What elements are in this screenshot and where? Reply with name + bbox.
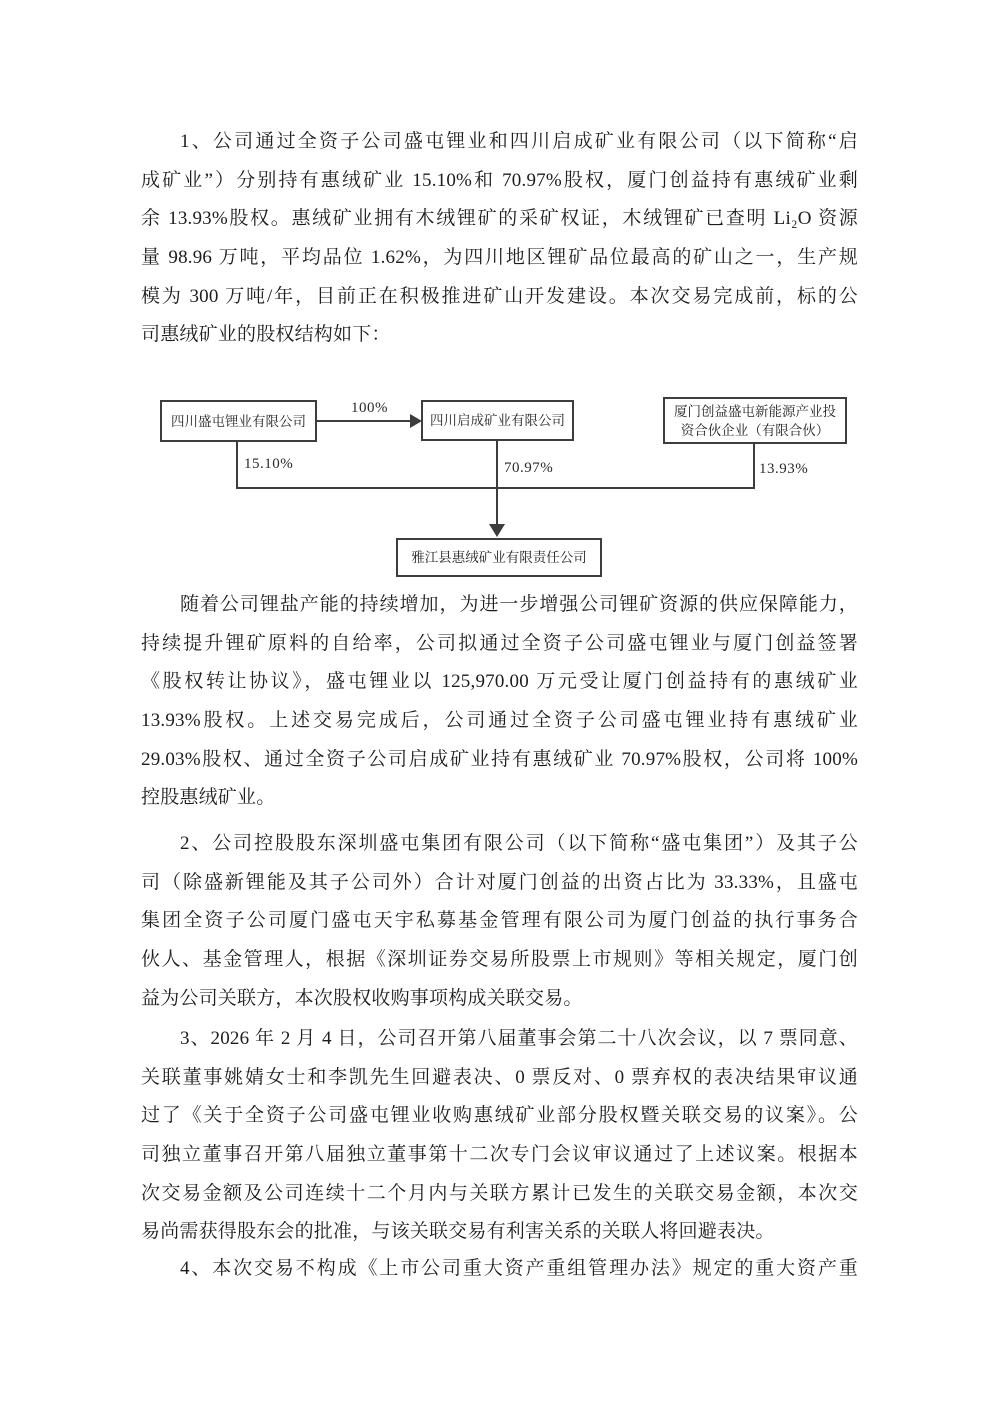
text-line: 成矿业”）分别持有惠绒矿业 15.10%和 70.97%股权，厦门创益持有惠绒矿业剩 bbox=[141, 169, 858, 191]
org-box-yajiang-huirong: 雅江县惠绒矿业有限责任公司 bbox=[396, 538, 602, 577]
org-box-xiamen-chuangyi bbox=[663, 397, 847, 444]
percentage-label-70-97: 70.97% bbox=[504, 460, 554, 476]
text-line: 伙人、基金管理人，根据《深圳证券交易所股票上市规则》等相关规定，厦门创 bbox=[141, 949, 858, 971]
paragraph-5 bbox=[141, 1250, 858, 1289]
text-line: 13.93%股权。上述交易完成后，公司通过全资子公司盛屯锂业持有惠绒矿业 bbox=[141, 710, 858, 732]
text-line: 3、2026 年 2 月 4 日，公司召开第八届董事会第二十八次会议，以 7 票同意、 bbox=[180, 1028, 858, 1049]
paragraph-4 bbox=[141, 1020, 858, 1252]
arrowhead-down-icon bbox=[489, 524, 505, 537]
text-line: 1、公司通过全资子公司盛屯锂业和四川启成矿业有限公司（以下简称“启 bbox=[180, 131, 858, 152]
paragraph-2 bbox=[141, 586, 858, 818]
text-line: 量 98.96 万吨，平均品位 1.62%，为四川地区锂矿品位最高的矿山之一，生产规 bbox=[141, 247, 858, 269]
text-line: 控股惠绒矿业。 bbox=[141, 787, 276, 809]
text-line: 模为 300 万吨/年，目前正在积极推进矿山开发建设。本次交易完成前，标的公 bbox=[141, 285, 858, 307]
text-line: 2、公司控股股东深圳盛屯集团有限公司（以下简称“盛屯集团”）及其子公 bbox=[180, 833, 858, 854]
percentage-label-100: 100% bbox=[351, 400, 388, 416]
arrowhead-right-icon bbox=[410, 414, 422, 428]
text-line: 29.03%股权、通过全资子公司启成矿业持有惠绒矿业 70.97%股权，公司将 100% bbox=[141, 748, 858, 770]
connector-line-horizontal-transfer bbox=[317, 420, 411, 422]
connector-line-chuangyi-drop bbox=[753, 444, 755, 489]
text-line: 司独立董事召开第八届独立董事第十二次专门会议审议通过了上述议案。根据本 bbox=[141, 1144, 858, 1166]
percentage-label-15-10: 15.10% bbox=[244, 456, 294, 472]
text-line: 司（除盛新锂能及其子公司外）合计对厦门创益的出资占比为 33.33%，且盛屯 bbox=[141, 871, 858, 893]
connector-line-shengtun-drop bbox=[236, 442, 238, 489]
text-line: 过了《关于全资子公司盛屯锂业收购惠绒矿业部分股权暨关联交易的议案》。公 bbox=[141, 1105, 858, 1127]
text-line: 易尚需获得股东会的批准，与该关联交易有利害关系的关联人将回避表决。 bbox=[141, 1221, 775, 1243]
text-line: 司惠绒矿业的股权结构如下： bbox=[141, 324, 391, 346]
connector-line-qicheng-drop bbox=[496, 441, 498, 489]
text-line: 《股权转让协议》，盛屯锂业以 125,970.00 万元受让厦门创益持有的惠绒矿业 bbox=[141, 671, 858, 693]
connector-line-down-arrow bbox=[496, 489, 498, 526]
text-line: 4、本次交易不构成《上市公司重大资产重组管理办法》规定的重大资产重 bbox=[180, 1258, 858, 1279]
text-line: 集团全资子公司厦门盛屯天宇私募基金管理有限公司为厦门创益的执行事务合 bbox=[141, 910, 858, 932]
text-line: 持续提升锂矿原料的自给率，公司拟通过全资子公司盛屯锂业与厦门创益签署 bbox=[141, 632, 858, 654]
text-line: 随着公司锂盐产能的持续增加，为进一步增强公司锂矿资源的供应保障能力， bbox=[180, 594, 858, 615]
org-box-sichuan-qicheng: 四川启成矿业有限公司 bbox=[421, 400, 574, 441]
text-line: 次交易金额及公司连续十二个月内与关联方累计已发生的关联交易金额，本次交 bbox=[141, 1182, 858, 1204]
org-box-label: 厦门创益盛屯新能源产业投资合伙企业（有限合伙） bbox=[674, 403, 836, 438]
text-line: 余 13.93%股权。惠绒矿业拥有木绒锂矿的采矿权证，木绒锂矿已查明 Li₂O 资源 bbox=[141, 208, 858, 230]
percentage-label-13-93: 13.93% bbox=[759, 461, 809, 477]
text-line: 益为公司关联方，本次股权收购事项构成关联交易。 bbox=[141, 987, 583, 1009]
text-line: 关联董事姚婧女士和李凯先生回避表决、0 票反对、0 票弃权的表决结果审议通 bbox=[141, 1066, 858, 1088]
paragraph-3 bbox=[141, 825, 858, 1018]
paragraph-1 bbox=[141, 123, 858, 355]
org-box-sichuan-shengtun: 四川盛屯锂业有限公司 bbox=[160, 400, 317, 442]
